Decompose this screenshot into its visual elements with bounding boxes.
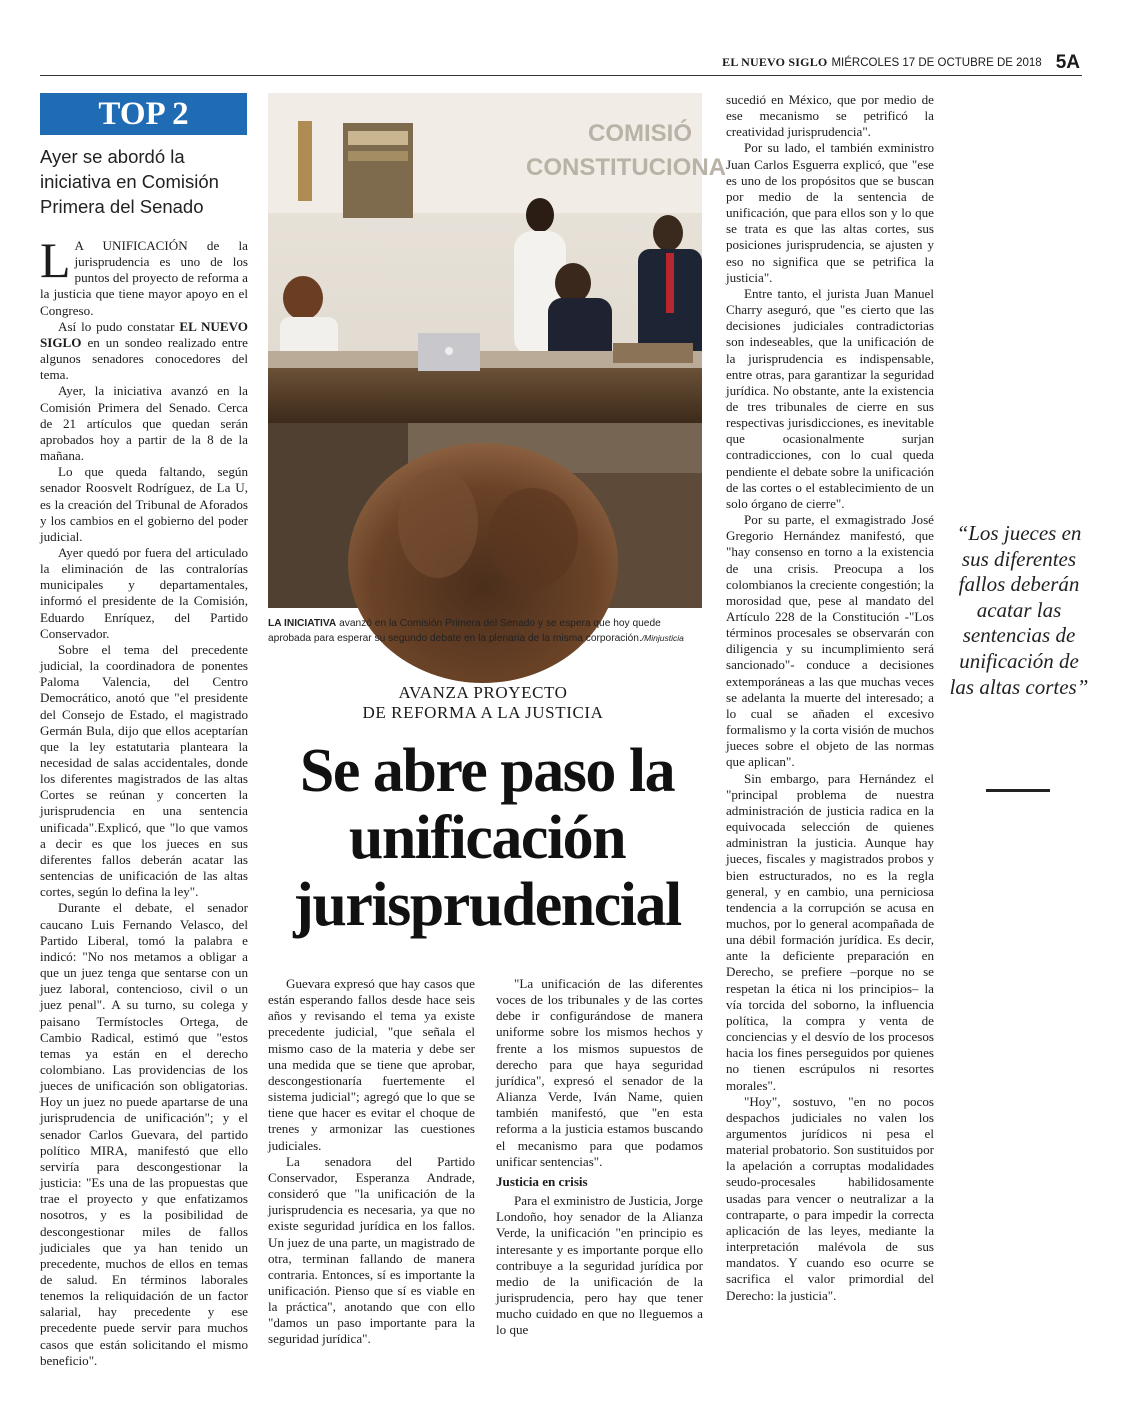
- page-number: 5A: [1055, 52, 1080, 73]
- paragraph: "La unificación de las diferentes voces de los tribunales y de las cortes debe ir configurándose de manera uniforme sobre los mismos hechos y frente a los mismos supuestos de derecho para que haya seguridad jurídica", expresó el senador de la Alianza Verde, Iván Name, quien también manifestó, que "en esta reforma a la justicia estamos buscando el mecanismo para que podamos unificar sentencias".: [496, 976, 703, 1169]
- paragraph: Entre tanto, el jurista Juan Manuel Charry aseguró, que "es cierto que las decisiones judiciales contradictorias son indeseables, que la unificación de la jurisprudencia es indispensable, entre otras, para garantizar la seguridad jurídica. No obstante, ante la existencia de tres tribunales de cierre en sus respectivas jurisdicciones, es inevitable que ocasionalmente surjan contradicciones, con lo cual queda pendiente el debate sobre la unificación de las cortes o el establecimiento de un solo órgano de cierre".: [726, 285, 934, 511]
- issue-date: MIÉRCOLES 17 DE OCTUBRE DE 2018: [831, 57, 1042, 69]
- caption-text: avanzó en la Comisión Primera del Senado y se espera que hoy quede aprobada para esperar su segundo debate en la plenaria de la misma corporación.: [268, 618, 661, 644]
- paragraph: Lo que queda faltando, según senador Roosvelt Rodríguez, de La U, es la creación del Tribunal de Aforados y los cambios en el gobierno del poder judicial.: [40, 464, 248, 544]
- paragraph: "Hoy", sostuvo, "en no pocos despachos judiciales no valen los argumentos jurídicos ni pesa el material probatorio. Son sustituidos por la apelación a corruptas modalidades seudo-procesales habilidosamente usadas para vencer o neutralizar a la contraparte, o para impedir la correcta aplicación de las leyes, mediante la interpretación malévola de sus mandatos. Y cuando eso ocurre se sacrifica el valor primordial del Derecho: la justicia".: [726, 1093, 934, 1303]
- section-subtitle: Ayer se abordó la iniciativa en Comisión Primera del Senado: [40, 146, 219, 217]
- kicker-line: AVANZA PROYECTO: [398, 683, 568, 702]
- paragraph: Ayer quedó por fuera del articulado la eliminación de las contralorías municipales y departamentales, informó el presidente de la Comisión, Eduardo Enríquez, del Partido Conservador.: [40, 544, 248, 641]
- photo-caption: [268, 617, 698, 646]
- headline-line: Se abre paso la: [299, 737, 675, 805]
- paragraph: Por su lado, el también exministro Juan Carlos Esguerra explicó, que "ese es uno de los propósitos que se buscan por medio de la sentencia de unificación, que para ellos son y lo que se trata es que las altas cortes, sus posiciones jurisprudencia, se ajusten y eso no significa que se petrifica la justicia".: [726, 140, 934, 285]
- paragraph: Sobre el tema del precedente judicial, la coordinadora de ponentes Paloma Valencia, del Centro Democrático, anotó que "el presidente del Consejo de Estado, el magistrado Germán Bula, dijo que ellos aceptarían que la ley estatutaria planteara la necesidad de salas accidentales, donde los diferentes magistrados de las altas Cortes se reúnan y concerten la jurisprudencia en una sentencia unificada".Explicó, que "lo que vamos a decir es que los jueces en sus diferentes fallos deberán acatar las sentencias de unificación de las altas cortes, según lo defina la ley".: [40, 641, 248, 900]
- photo-credit: /Minjusticia: [641, 633, 684, 643]
- paragraph-text: A UNIFICACIÓN de la jurisprudencia es uno de los puntos del proyecto de reforma a la justicia que tiene mayor apoyo en el Congreso.: [40, 238, 248, 318]
- newspaper-mention: EL NUEVO SIGLO: [40, 318, 248, 350]
- article-column-4: [726, 92, 934, 1304]
- paragraph: Ayer, la iniciativa avanzó en la Comisión Primera del Senado. Cerca de 21 artículos que quedan serán aprobados hoy a partir de la 8 de la mañana.: [40, 383, 248, 464]
- section-box: TOP 2: [40, 93, 247, 135]
- article-kicker: [268, 683, 698, 723]
- drop-cap: L: [40, 232, 71, 288]
- headline-line: unificación: [348, 804, 626, 872]
- paragraph: Durante el debate, el senador caucano Luis Fernando Velasco, del Partido Liberal, tomó la palabra e indicó: "No nos metamos a obligar a que un juez tenga que sentarse con un juez laboral, contencioso, civil o un juez penal". A su turno, su colega y paisano Termístocles Ortega, de Cambio Radical, estimó que "estos temas ya están en el derecho colombiano. Las providencias de los jueces de unificación son obligatorias. Hoy un juez no puede apartarse de una jurisprudencia de unificación"; y el senador Carlos Guevara, del partido político MIRA, manifestó que ello serviría para descongestionar la justicia: "Es una de las propuestas que trae el proyecto y que enfatizamos nosotros, y es la posibilidad de descongestionar miles de fallos judiciales que ya han tenido un precedente, muchos de ellos en temas de salud. En términos laborales tenemos la reliquidación de un factor salarial, hay precedente y ese precedente puede servir para muchos casos que están solicitando el mismo beneficio".: [40, 900, 248, 1368]
- article-column-2: [268, 976, 475, 1348]
- paragraph: Por su parte, el exmagistrado José Gregorio Hernández manifestó, que "hay consenso en torno a la existencia de una crisis. Preocupa a los colombianos la creciente congestión; la morosidad que, pese al mandato del Artículo 228 de la Constitución -"Los términos procesales se observarán con diligencia y su incumplimiento será sancionado"- conduce a decisiones extemporáneas a las que muchas veces se adelanta la muerte del interesado; a lo cual se añaden el excesivo formalismo y la corta visión de muchos jueces sobre el objeto de las normas que aplican".: [726, 512, 934, 770]
- newspaper-name: EL NUEVO SIGLO: [722, 55, 828, 69]
- article-photo: [268, 93, 726, 608]
- wall-text: COMISIÓ: [588, 120, 693, 147]
- paragraph: Para el exministro de Justicia, Jorge Londoño, hoy senador de la Alianza Verde, la unificación "en principio es interesante y es importante porque ello contribuye a la seguridad jurídica por medio de la unificación de la jurisprudencia, pero hay que tener mucho cuidado en que no lleguemos a lo que: [496, 1193, 703, 1338]
- headline-line: jurisprudencial: [293, 871, 681, 939]
- pull-quote: “Los jueces en sus diferentes fallos deberán acatar las sentencias de unificación de las altas cortes”: [949, 521, 1089, 699]
- pull-quote-rule: [986, 789, 1050, 792]
- wall-text: CONSTITUCIONA: [526, 154, 726, 181]
- paragraph: Sin embargo, para Hernández el "principal problema de nuestra administración de justicia radica en la equivocada selección de quienes administran la justicia. Aunque hay jueces, fiscales y magistrados probos y bien estructurados, no es la regla general, y en cambio, una perniciosa tendencia a la corrupción se acusa en muchos, por lo general acompañada de una débil formación jurídica. Es decir, ante la deficiente preparación en Derecho, se prefiere –porque no se respetan la ética ni los principios– la vía torcida del soborno, la influencia política, la compra y venta de conciencias y el desvío de los procesos hacia los fines perseguidos por quienes no tienen escrúpulos ni resortes morales".: [726, 770, 934, 1093]
- paragraph: La senadora del Partido Conservador, Esperanza Andrade, consideró que "la unificación de la jurisprudencia es necesaria, ya que no existe seguridad jurídica en los fallos. Un juez de una parte, un magistrado de otra, terminan fallando de manera contraria. Entonces, sí es importante la unificación. Pienso que sí es viable en la práctica", anotando que con ello "damos un paso importante para la seguridad jurídica".: [268, 1153, 475, 1347]
- paragraph: Guevara expresó que hay casos que están esperando fallos desde hace seis años y revisando el tema ya existe precedente judicial, "que señala el mismo caso de la materia y debe ser una medida que se tiene que aprobar, descongestionaría fuertemente el sistema judicial"; agregó que lo que se tiene que hacer es evitar el choque de trenes y armonizar las cuestiones judiciales.: [268, 976, 475, 1153]
- paragraph: sucedió en México, que por medio de ese mecanismo se petrificó la creatividad jurisprudencia".: [726, 92, 934, 140]
- caption-lead: LA INICIATIVA: [268, 618, 337, 629]
- folio-rule: [40, 75, 1082, 76]
- page-folio: [700, 52, 1080, 74]
- article-headline: [262, 738, 712, 939]
- kicker-line: DE REFORMA A LA JUSTICIA: [362, 703, 604, 722]
- article-column-3: [496, 976, 703, 1338]
- section-subhead: Justicia en crisis: [496, 1173, 588, 1189]
- article-column-1: [40, 232, 248, 1369]
- paragraph: Así lo pudo constatar EL NUEVO SIGLO en un sondeo realizado entre algunos senadores conocedores del tema.: [40, 318, 248, 383]
- paragraph: [40, 232, 248, 319]
